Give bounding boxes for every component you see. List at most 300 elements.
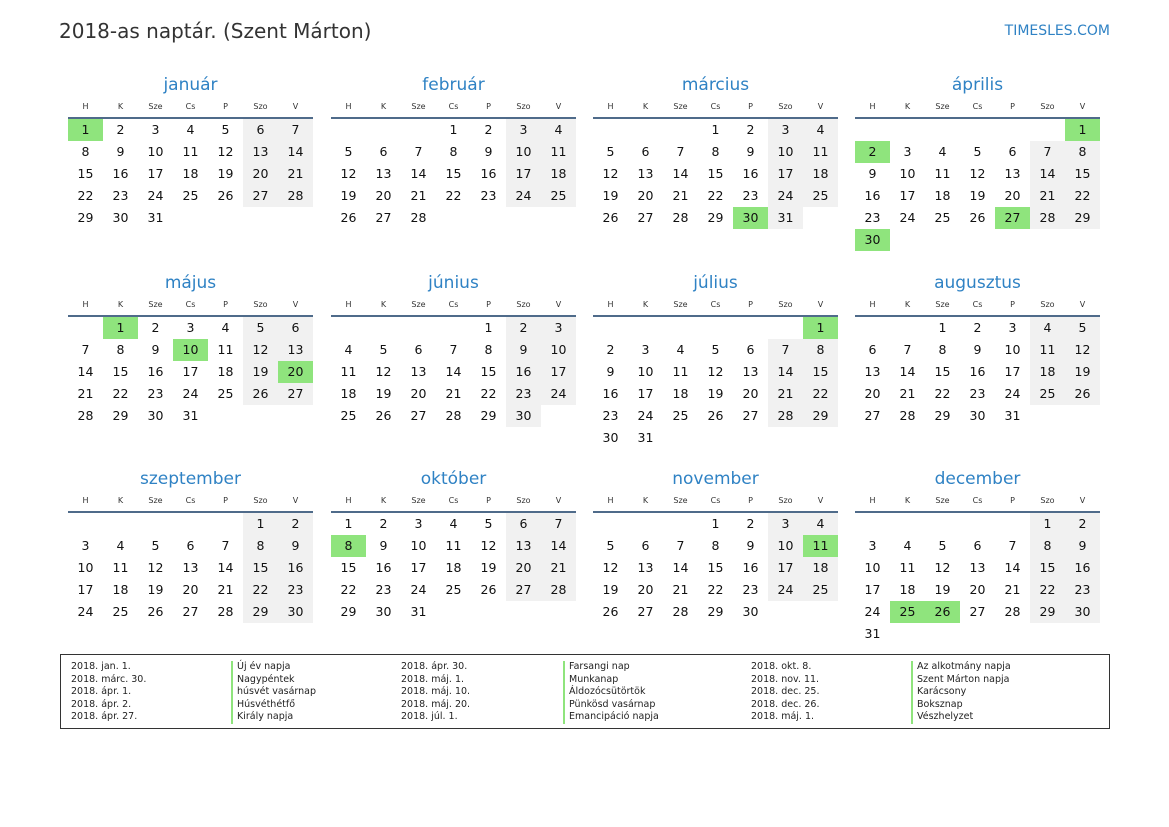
day-cell[interactable]: 14	[1004, 560, 1021, 575]
day-cell[interactable]: 1	[484, 320, 493, 335]
day-cell[interactable]: 17	[1004, 364, 1021, 379]
day-cell[interactable]: 13	[864, 364, 881, 379]
day-cell[interactable]: 3	[541, 317, 576, 339]
day-cell[interactable]: 14	[445, 364, 462, 379]
day-cell[interactable]: 23	[602, 408, 619, 423]
day-cell[interactable]: 27	[278, 383, 313, 405]
brand-link[interactable]: TIMESLES.COM	[1004, 23, 1110, 39]
day-cell[interactable]: 6	[641, 144, 650, 159]
day-cell[interactable]: 30	[602, 430, 619, 445]
day-cell[interactable]: 22	[112, 386, 129, 401]
day-cell[interactable]: 25	[541, 185, 576, 207]
day-cell[interactable]: 11	[340, 364, 357, 379]
day-cell[interactable]: 6	[379, 144, 388, 159]
day-cell[interactable]: 28	[899, 408, 916, 423]
day-cell[interactable]: 28	[77, 408, 94, 423]
day-cell[interactable]: 17	[899, 188, 916, 203]
day-cell[interactable]: 14	[768, 361, 803, 383]
day-cell[interactable]: 5	[973, 144, 982, 159]
day-cell[interactable]: 20	[375, 188, 392, 203]
day-cell[interactable]: 28	[672, 210, 689, 225]
day-cell[interactable]: 7	[541, 513, 576, 535]
holiday-day-cell[interactable]: 1	[1065, 119, 1100, 141]
day-cell[interactable]: 24	[768, 185, 803, 207]
day-cell[interactable]: 17	[147, 166, 164, 181]
day-cell[interactable]: 28	[410, 210, 427, 225]
day-cell[interactable]: 28	[541, 579, 576, 601]
day-cell[interactable]: 4	[803, 119, 838, 141]
day-cell[interactable]: 6	[278, 317, 313, 339]
day-cell[interactable]: 12	[147, 560, 164, 575]
day-cell[interactable]: 26	[147, 604, 164, 619]
day-cell[interactable]: 17	[864, 582, 881, 597]
day-cell[interactable]: 6	[868, 342, 877, 357]
day-cell[interactable]: 9	[379, 538, 388, 553]
day-cell[interactable]: 17	[541, 361, 576, 383]
day-cell[interactable]: 2	[1065, 513, 1100, 535]
day-cell[interactable]: 3	[81, 538, 90, 553]
day-cell[interactable]: 15	[243, 557, 278, 579]
day-cell[interactable]: 15	[445, 166, 462, 181]
holiday-day-cell[interactable]: 1	[103, 317, 138, 339]
day-cell[interactable]: 22	[934, 386, 951, 401]
holiday-day-cell[interactable]: 11	[803, 535, 838, 557]
day-cell[interactable]: 20	[637, 582, 654, 597]
day-cell[interactable]: 11	[803, 141, 838, 163]
day-cell[interactable]: 30	[742, 604, 759, 619]
day-cell[interactable]: 30	[375, 604, 392, 619]
day-cell[interactable]: 19	[707, 386, 724, 401]
day-cell[interactable]: 20	[243, 163, 278, 185]
day-cell[interactable]: 12	[243, 339, 278, 361]
day-cell[interactable]: 26	[707, 408, 724, 423]
day-cell[interactable]: 25	[672, 408, 689, 423]
day-cell[interactable]: 24	[410, 582, 427, 597]
day-cell[interactable]: 13	[410, 364, 427, 379]
day-cell[interactable]: 11	[1030, 339, 1065, 361]
day-cell[interactable]: 24	[182, 386, 199, 401]
day-cell[interactable]: 10	[864, 560, 881, 575]
day-cell[interactable]: 24	[899, 210, 916, 225]
day-cell[interactable]: 7	[81, 342, 90, 357]
day-cell[interactable]: 16	[864, 188, 881, 203]
day-cell[interactable]: 25	[934, 210, 951, 225]
day-cell[interactable]: 5	[243, 317, 278, 339]
day-cell[interactable]: 26	[340, 210, 357, 225]
day-cell[interactable]: 12	[340, 166, 357, 181]
day-cell[interactable]: 27	[864, 408, 881, 423]
day-cell[interactable]: 9	[116, 144, 125, 159]
day-cell[interactable]: 15	[1065, 163, 1100, 185]
day-cell[interactable]: 16	[375, 560, 392, 575]
day-cell[interactable]: 4	[449, 516, 458, 531]
day-cell[interactable]: 13	[637, 166, 654, 181]
day-cell[interactable]: 4	[903, 538, 912, 553]
holiday-day-cell[interactable]: 1	[68, 119, 103, 141]
day-cell[interactable]: 29	[243, 601, 278, 623]
day-cell[interactable]: 3	[641, 342, 650, 357]
day-cell[interactable]: 21	[672, 188, 689, 203]
day-cell[interactable]: 9	[506, 339, 541, 361]
day-cell[interactable]: 19	[340, 188, 357, 203]
day-cell[interactable]: 1	[243, 513, 278, 535]
day-cell[interactable]: 12	[969, 166, 986, 181]
day-cell[interactable]: 2	[606, 342, 615, 357]
day-cell[interactable]: 18	[445, 560, 462, 575]
day-cell[interactable]: 9	[868, 166, 877, 181]
day-cell[interactable]: 25	[1030, 383, 1065, 405]
day-cell[interactable]: 5	[151, 538, 160, 553]
day-cell[interactable]: 15	[803, 361, 838, 383]
day-cell[interactable]: 2	[278, 513, 313, 535]
day-cell[interactable]: 16	[147, 364, 164, 379]
day-cell[interactable]: 28	[217, 604, 234, 619]
day-cell[interactable]: 28	[1004, 604, 1021, 619]
day-cell[interactable]: 10	[899, 166, 916, 181]
day-cell[interactable]: 7	[278, 119, 313, 141]
day-cell[interactable]: 16	[602, 386, 619, 401]
day-cell[interactable]: 23	[375, 582, 392, 597]
holiday-day-cell[interactable]: 10	[173, 339, 208, 361]
day-cell[interactable]: 27	[182, 604, 199, 619]
day-cell[interactable]: 16	[969, 364, 986, 379]
day-cell[interactable]: 24	[1004, 386, 1021, 401]
day-cell[interactable]: 23	[742, 582, 759, 597]
day-cell[interactable]: 18	[672, 386, 689, 401]
day-cell[interactable]: 6	[414, 342, 423, 357]
day-cell[interactable]: 27	[410, 408, 427, 423]
day-cell[interactable]: 2	[506, 317, 541, 339]
day-cell[interactable]: 21	[541, 557, 576, 579]
day-cell[interactable]: 1	[449, 122, 458, 137]
day-cell[interactable]: 8	[711, 144, 720, 159]
day-cell[interactable]: 29	[934, 408, 951, 423]
day-cell[interactable]: 4	[541, 119, 576, 141]
day-cell[interactable]: 27	[637, 604, 654, 619]
day-cell[interactable]: 7	[414, 144, 423, 159]
day-cell[interactable]: 7	[1008, 538, 1017, 553]
day-cell[interactable]: 7	[1030, 141, 1065, 163]
day-cell[interactable]: 10	[768, 535, 803, 557]
day-cell[interactable]: 9	[606, 364, 615, 379]
day-cell[interactable]: 26	[480, 582, 497, 597]
day-cell[interactable]: 11	[217, 342, 234, 357]
day-cell[interactable]: 16	[506, 361, 541, 383]
day-cell[interactable]: 13	[278, 339, 313, 361]
day-cell[interactable]: 23	[112, 188, 129, 203]
day-cell[interactable]: 29	[803, 405, 838, 427]
day-cell[interactable]: 20	[410, 386, 427, 401]
day-cell[interactable]: 2	[746, 122, 755, 137]
day-cell[interactable]: 9	[151, 342, 160, 357]
day-cell[interactable]: 26	[375, 408, 392, 423]
day-cell[interactable]: 23	[278, 579, 313, 601]
day-cell[interactable]: 25	[217, 386, 234, 401]
day-cell[interactable]: 24	[864, 604, 881, 619]
day-cell[interactable]: 14	[217, 560, 234, 575]
day-cell[interactable]: 26	[602, 210, 619, 225]
day-cell[interactable]: 31	[410, 604, 427, 619]
day-cell[interactable]: 2	[746, 516, 755, 531]
day-cell[interactable]: 4	[186, 122, 195, 137]
day-cell[interactable]: 22	[340, 582, 357, 597]
day-cell[interactable]: 24	[506, 185, 541, 207]
day-cell[interactable]: 30	[278, 601, 313, 623]
day-cell[interactable]: 28	[278, 185, 313, 207]
day-cell[interactable]: 19	[602, 582, 619, 597]
day-cell[interactable]: 4	[344, 342, 353, 357]
day-cell[interactable]: 11	[112, 560, 129, 575]
day-cell[interactable]: 31	[768, 207, 803, 229]
day-cell[interactable]: 27	[742, 408, 759, 423]
day-cell[interactable]: 21	[899, 386, 916, 401]
day-cell[interactable]: 10	[637, 364, 654, 379]
day-cell[interactable]: 30	[1065, 601, 1100, 623]
day-cell[interactable]: 31	[147, 210, 164, 225]
day-cell[interactable]: 16	[742, 166, 759, 181]
day-cell[interactable]: 28	[1030, 207, 1065, 229]
day-cell[interactable]: 12	[934, 560, 951, 575]
day-cell[interactable]: 2	[151, 320, 160, 335]
day-cell[interactable]: 19	[147, 582, 164, 597]
day-cell[interactable]: 27	[375, 210, 392, 225]
holiday-day-cell[interactable]: 30	[733, 207, 768, 229]
day-cell[interactable]: 22	[1030, 579, 1065, 601]
day-cell[interactable]: 4	[116, 538, 125, 553]
day-cell[interactable]: 1	[711, 122, 720, 137]
day-cell[interactable]: 12	[707, 364, 724, 379]
day-cell[interactable]: 5	[484, 516, 493, 531]
day-cell[interactable]: 5	[938, 538, 947, 553]
day-cell[interactable]: 21	[1030, 185, 1065, 207]
day-cell[interactable]: 5	[606, 144, 615, 159]
day-cell[interactable]: 22	[243, 579, 278, 601]
day-cell[interactable]: 25	[112, 604, 129, 619]
day-cell[interactable]: 10	[1004, 342, 1021, 357]
day-cell[interactable]: 24	[541, 383, 576, 405]
day-cell[interactable]: 22	[707, 188, 724, 203]
day-cell[interactable]: 8	[1065, 141, 1100, 163]
day-cell[interactable]: 6	[1008, 144, 1017, 159]
day-cell[interactable]: 15	[480, 364, 497, 379]
day-cell[interactable]: 17	[77, 582, 94, 597]
day-cell[interactable]: 3	[506, 119, 541, 141]
day-cell[interactable]: 8	[711, 538, 720, 553]
day-cell[interactable]: 30	[147, 408, 164, 423]
day-cell[interactable]: 10	[77, 560, 94, 575]
holiday-day-cell[interactable]: 2	[855, 141, 890, 163]
day-cell[interactable]: 10	[147, 144, 164, 159]
day-cell[interactable]: 31	[182, 408, 199, 423]
day-cell[interactable]: 5	[221, 122, 230, 137]
day-cell[interactable]: 9	[1065, 535, 1100, 557]
day-cell[interactable]: 4	[1030, 317, 1065, 339]
day-cell[interactable]: 12	[602, 166, 619, 181]
day-cell[interactable]: 17	[506, 163, 541, 185]
day-cell[interactable]: 7	[449, 342, 458, 357]
holiday-day-cell[interactable]: 30	[855, 229, 890, 251]
day-cell[interactable]: 8	[243, 535, 278, 557]
day-cell[interactable]: 25	[182, 188, 199, 203]
day-cell[interactable]: 7	[676, 538, 685, 553]
day-cell[interactable]: 1	[938, 320, 947, 335]
day-cell[interactable]: 27	[243, 185, 278, 207]
day-cell[interactable]: 3	[868, 538, 877, 553]
holiday-day-cell[interactable]: 26	[925, 601, 960, 623]
day-cell[interactable]: 3	[903, 144, 912, 159]
day-cell[interactable]: 27	[506, 579, 541, 601]
day-cell[interactable]: 20	[742, 386, 759, 401]
day-cell[interactable]: 23	[742, 188, 759, 203]
day-cell[interactable]: 3	[151, 122, 160, 137]
day-cell[interactable]: 9	[746, 144, 755, 159]
day-cell[interactable]: 7	[768, 339, 803, 361]
day-cell[interactable]: 4	[803, 513, 838, 535]
day-cell[interactable]: 12	[217, 144, 234, 159]
day-cell[interactable]: 21	[768, 383, 803, 405]
day-cell[interactable]: 8	[116, 342, 125, 357]
day-cell[interactable]: 16	[1065, 557, 1100, 579]
day-cell[interactable]: 23	[147, 386, 164, 401]
day-cell[interactable]: 5	[1065, 317, 1100, 339]
day-cell[interactable]: 19	[480, 560, 497, 575]
day-cell[interactable]: 2	[973, 320, 982, 335]
day-cell[interactable]: 20	[506, 557, 541, 579]
day-cell[interactable]: 13	[506, 535, 541, 557]
day-cell[interactable]: 3	[768, 513, 803, 535]
day-cell[interactable]: 20	[637, 188, 654, 203]
day-cell[interactable]: 20	[969, 582, 986, 597]
day-cell[interactable]: 26	[217, 188, 234, 203]
day-cell[interactable]: 6	[641, 538, 650, 553]
day-cell[interactable]: 15	[77, 166, 94, 181]
day-cell[interactable]: 3	[768, 119, 803, 141]
day-cell[interactable]: 6	[186, 538, 195, 553]
day-cell[interactable]: 14	[899, 364, 916, 379]
day-cell[interactable]: 8	[484, 342, 493, 357]
day-cell[interactable]: 15	[707, 560, 724, 575]
day-cell[interactable]: 28	[672, 604, 689, 619]
day-cell[interactable]: 6	[506, 513, 541, 535]
day-cell[interactable]: 29	[112, 408, 129, 423]
day-cell[interactable]: 21	[1004, 582, 1021, 597]
day-cell[interactable]: 9	[278, 535, 313, 557]
day-cell[interactable]: 23	[1065, 579, 1100, 601]
day-cell[interactable]: 28	[768, 405, 803, 427]
day-cell[interactable]: 1	[711, 516, 720, 531]
day-cell[interactable]: 26	[1065, 383, 1100, 405]
day-cell[interactable]: 15	[340, 560, 357, 575]
day-cell[interactable]: 25	[803, 579, 838, 601]
day-cell[interactable]: 20	[182, 582, 199, 597]
day-cell[interactable]: 23	[969, 386, 986, 401]
day-cell[interactable]: 19	[243, 361, 278, 383]
day-cell[interactable]: 22	[480, 386, 497, 401]
day-cell[interactable]: 9	[746, 538, 755, 553]
day-cell[interactable]: 17	[768, 163, 803, 185]
day-cell[interactable]: 29	[77, 210, 94, 225]
day-cell[interactable]: 26	[243, 383, 278, 405]
day-cell[interactable]: 27	[637, 210, 654, 225]
day-cell[interactable]: 13	[637, 560, 654, 575]
holiday-day-cell[interactable]: 27	[995, 207, 1030, 229]
day-cell[interactable]: 19	[934, 582, 951, 597]
day-cell[interactable]: 20	[1004, 188, 1021, 203]
day-cell[interactable]: 5	[711, 342, 720, 357]
day-cell[interactable]: 18	[934, 188, 951, 203]
day-cell[interactable]: 21	[278, 163, 313, 185]
day-cell[interactable]: 19	[375, 386, 392, 401]
day-cell[interactable]: 15	[707, 166, 724, 181]
day-cell[interactable]: 21	[410, 188, 427, 203]
day-cell[interactable]: 29	[1065, 207, 1100, 229]
day-cell[interactable]: 6	[746, 342, 755, 357]
day-cell[interactable]: 19	[969, 188, 986, 203]
day-cell[interactable]: 24	[77, 604, 94, 619]
day-cell[interactable]: 18	[340, 386, 357, 401]
holiday-day-cell[interactable]: 1	[803, 317, 838, 339]
day-cell[interactable]: 19	[217, 166, 234, 181]
day-cell[interactable]: 26	[602, 604, 619, 619]
day-cell[interactable]: 16	[742, 560, 759, 575]
day-cell[interactable]: 15	[934, 364, 951, 379]
day-cell[interactable]: 12	[1065, 339, 1100, 361]
day-cell[interactable]: 25	[340, 408, 357, 423]
day-cell[interactable]: 18	[217, 364, 234, 379]
day-cell[interactable]: 14	[672, 560, 689, 575]
day-cell[interactable]: 4	[676, 342, 685, 357]
day-cell[interactable]: 2	[379, 516, 388, 531]
day-cell[interactable]: 3	[186, 320, 195, 335]
day-cell[interactable]: 22	[445, 188, 462, 203]
day-cell[interactable]: 29	[1030, 601, 1065, 623]
day-cell[interactable]: 2	[116, 122, 125, 137]
day-cell[interactable]: 1	[1030, 513, 1065, 535]
day-cell[interactable]: 18	[182, 166, 199, 181]
day-cell[interactable]: 7	[903, 342, 912, 357]
day-cell[interactable]: 4	[938, 144, 947, 159]
holiday-day-cell[interactable]: 20	[278, 361, 313, 383]
day-cell[interactable]: 14	[278, 141, 313, 163]
day-cell[interactable]: 11	[899, 560, 916, 575]
day-cell[interactable]: 21	[445, 386, 462, 401]
day-cell[interactable]: 11	[541, 141, 576, 163]
day-cell[interactable]: 16	[278, 557, 313, 579]
day-cell[interactable]: 8	[449, 144, 458, 159]
day-cell[interactable]: 5	[344, 144, 353, 159]
day-cell[interactable]: 10	[768, 141, 803, 163]
day-cell[interactable]: 15	[1030, 557, 1065, 579]
day-cell[interactable]: 25	[803, 185, 838, 207]
day-cell[interactable]: 13	[1004, 166, 1021, 181]
day-cell[interactable]: 11	[672, 364, 689, 379]
day-cell[interactable]: 22	[77, 188, 94, 203]
day-cell[interactable]: 18	[899, 582, 916, 597]
day-cell[interactable]: 3	[1008, 320, 1017, 335]
day-cell[interactable]: 18	[112, 582, 129, 597]
day-cell[interactable]: 28	[445, 408, 462, 423]
day-cell[interactable]: 17	[410, 560, 427, 575]
day-cell[interactable]: 24	[768, 579, 803, 601]
day-cell[interactable]: 14	[541, 535, 576, 557]
day-cell[interactable]: 8	[803, 339, 838, 361]
day-cell[interactable]: 18	[803, 163, 838, 185]
day-cell[interactable]: 18	[1030, 361, 1065, 383]
day-cell[interactable]: 13	[182, 560, 199, 575]
day-cell[interactable]: 19	[1065, 361, 1100, 383]
day-cell[interactable]: 20	[864, 386, 881, 401]
day-cell[interactable]: 24	[637, 408, 654, 423]
